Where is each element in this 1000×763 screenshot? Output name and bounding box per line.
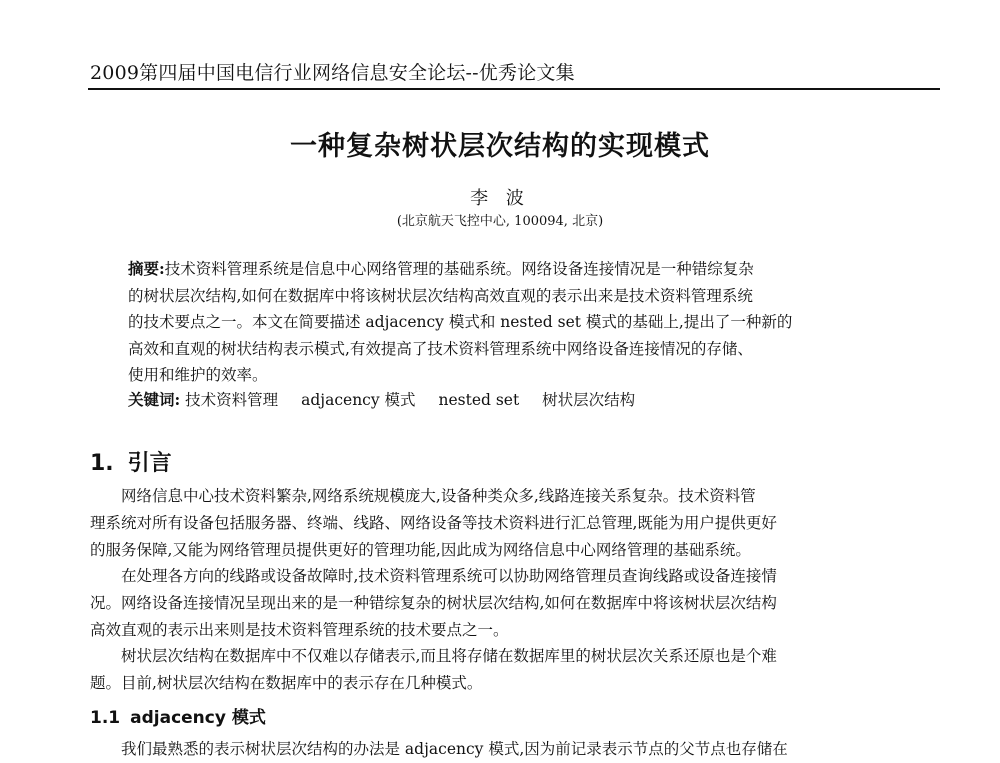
- keyword: nested set: [438, 391, 520, 409]
- keyword: adjacency 模式: [301, 391, 416, 409]
- paragraph: [90, 563, 920, 644]
- text-line: 况。网络设备连接情况呈现出来的是一种错综复杂的树状层次结构,如何在数据库中将该树状层次结构: [90, 594, 777, 612]
- author-name: 李 波: [470, 188, 530, 209]
- section-heading-introduction: [90, 446, 172, 477]
- text-line: 高效直观的表示出来则是技术资料管理系统的技术要点之一。: [90, 621, 509, 639]
- paragraph: [90, 736, 920, 763]
- text-line: 网络信息中心技术资料繁杂,网络系统规模庞大,设备种类众多,线路连接关系复杂。技术资料管: [121, 487, 756, 505]
- header-rule: [88, 88, 940, 90]
- author-affiliation: (北京航天飞控中心, 100094, 北京): [396, 214, 604, 229]
- keywords: [128, 388, 653, 410]
- text-line: 理系统对所有设备包括服务器、终端、线路、网络设备等技术资料进行汇总管理,既能为用户提供更好: [90, 514, 777, 532]
- paper-title: 一种复杂树状层次结构的实现模式: [290, 131, 710, 162]
- subsection-heading-adjacency: [90, 703, 266, 728]
- text-line: 的服务保障,又能为网络管理员提供更好的管理功能,因此成为网络信息中心网络管理的基础系统。: [90, 541, 751, 559]
- abstract-line: 高效和直观的树状结构表示模式,有效提高了技术资料管理系统中网络设备连接情况的存储、: [128, 339, 753, 358]
- section-number: 1.: [90, 451, 114, 476]
- abstract-line: [128, 256, 888, 283]
- keyword: 技术资料管理: [185, 391, 279, 409]
- text-line: 在处理各方向的线路或设备故障时,技术资料管理系统可以协助网络管理员查询线路或设备连接情: [121, 567, 777, 585]
- abstract-text: 技术资料管理系统是信息中心网络管理的基础系统。网络设备连接情况是一种错综复杂: [164, 260, 754, 278]
- subsection-number: 1.1: [90, 708, 121, 728]
- text-line: 我们最熟悉的表示树状层次结构的办法是 adjacency 模式,因为前记录表示节点的父节点也存储在: [121, 740, 788, 758]
- abstract-line: 使用和维护的效率。: [128, 366, 268, 384]
- subsection-title: adjacency 模式: [130, 708, 266, 728]
- paragraph: [90, 483, 920, 564]
- text-line: 树状层次结构在数据库中不仅难以存储表示,而且将存储在数据库里的树状层次关系还原也是个难: [121, 647, 777, 665]
- keywords-label: 关键词:: [128, 390, 181, 409]
- running-header: 2009第四届中国电信行业网络信息安全论坛--优秀论文集: [90, 62, 575, 84]
- paragraph: [90, 643, 920, 697]
- text-line: 题。目前,树状层次结构在数据库中的表示存在几种模式。: [90, 674, 483, 692]
- abstract-line: 的树状层次结构,如何在数据库中将该树状层次结构高效直观的表示出来是技术资料管理系统: [128, 286, 753, 305]
- abstract-label: 摘要:: [128, 259, 165, 278]
- abstract-line: 的技术要点之一。本文在简要描述 adjacency 模式和 nested set 模式的基础上,提出了一种新的: [128, 313, 793, 331]
- abstract: [128, 256, 888, 389]
- keyword: 树状层次结构: [542, 391, 636, 409]
- section-title: 引言: [127, 451, 172, 476]
